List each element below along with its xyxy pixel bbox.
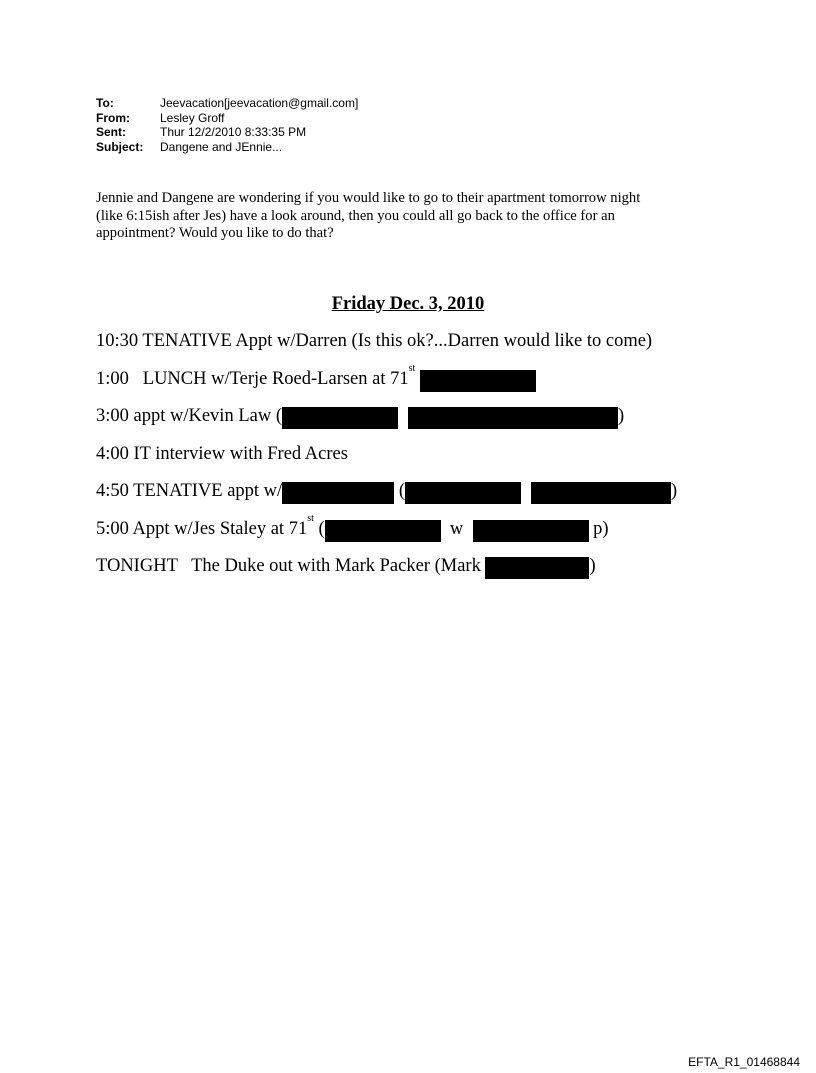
schedule-item-text: 3:00 appt w/Kevin Law (	[96, 406, 282, 426]
schedule-item: 5:00 Appt w/Jes Staley at 71 st ( w p)	[96, 519, 677, 557]
redaction-box	[408, 407, 618, 429]
redaction-box	[282, 407, 398, 429]
schedule-item-text: )	[670, 481, 678, 501]
schedule-item-text: p)	[588, 518, 609, 539]
schedule-list	[96, 331, 677, 594]
schedule-item-text: )	[618, 406, 625, 426]
from-label: From:	[96, 110, 130, 125]
schedule-item-text: 4:50 TENATIVE appt w/	[96, 481, 283, 501]
schedule-item-text: 5:00 Appt w/Jes Staley at 71	[96, 518, 308, 539]
email-header	[96, 96, 358, 154]
schedule-item	[96, 444, 677, 482]
redaction-box	[282, 482, 394, 504]
redaction-box	[485, 557, 589, 579]
redaction-box	[473, 520, 589, 542]
schedule-item-text: (	[394, 481, 405, 501]
schedule-item	[96, 331, 677, 369]
schedule-item-text: )	[589, 556, 596, 576]
schedule-item-text: w	[440, 518, 473, 539]
sent-value: Thur 12/2/2010 8:33:35 PM	[160, 125, 307, 140]
schedule-item-text: (	[313, 518, 325, 539]
from-row	[96, 111, 358, 126]
schedule-item-text: TONIGHT The Duke out with Mark Packer (Mark	[96, 556, 486, 576]
document-id: EFTA_R1_01468844	[688, 1055, 800, 1069]
schedule-item	[96, 481, 677, 519]
subject-row	[96, 140, 358, 155]
sent-row	[96, 125, 358, 140]
schedule-item	[96, 406, 677, 444]
to-label: To:	[96, 96, 114, 110]
subject-label: Subject:	[96, 139, 144, 154]
schedule-title: Friday Dec. 3, 2010	[331, 294, 485, 314]
redaction-box	[325, 520, 441, 542]
schedule-item: 1:00 LUNCH w/Terje Roed-Larsen at 71 st	[96, 369, 677, 407]
redaction-box	[405, 482, 521, 504]
email-body: Jennie and Dangene are wondering if you would like to go to their apartment tomorrow night (like 6:15ish after Jes) have a look around, then you could all go back to the office for an appointment? Would you like to do that?	[96, 190, 641, 242]
subject-value: Dangene and JEnnie...	[160, 139, 283, 154]
schedule-item-text: 1:00 LUNCH w/Terje Roed-Larsen at 71	[96, 368, 409, 389]
from-value: Lesley Groff	[160, 110, 225, 125]
to-value: Jeevacation[jeevacation@gmail.com]	[160, 96, 359, 110]
sent-label: Sent:	[96, 125, 126, 140]
redaction-box	[531, 482, 671, 504]
redaction-box	[420, 370, 536, 392]
to-row	[96, 96, 358, 111]
schedule-item-text: 4:00 IT interview with Fred Acres	[96, 443, 348, 464]
schedule-item-text: 10:30 TENATIVE Appt w/Darren (Is this ok?...Darren would like to come)	[96, 331, 653, 351]
schedule-item	[96, 556, 677, 594]
